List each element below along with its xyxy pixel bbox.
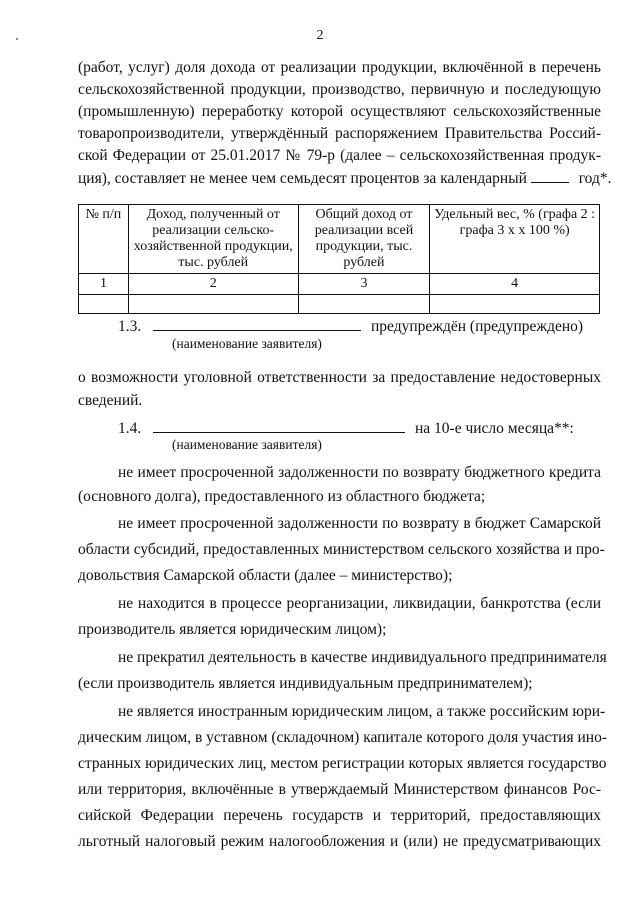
text-line: (промышленную) переработку которой осуществляют сельскохозяйственные <box>78 103 601 120</box>
text-line: не находится в процессе реорганизации, ликвидации, банкротства (если <box>118 595 601 612</box>
item-1-4 <box>118 418 574 439</box>
item-1-3 <box>118 316 583 337</box>
text-line: ской Федерации от 25.01.2017 № 79-р (далее – сельскохозяйственная продук- <box>78 147 601 164</box>
text-line: (работ, услуг) доля дохода от реализации продукции, включённой в перечень <box>78 59 601 76</box>
page-number: 2 <box>316 28 324 43</box>
field-caption: (наименование заявителя) <box>172 437 322 452</box>
header-cell-share: Удельный вес, % (графа 2 : графа 3 х х 100 %) <box>430 205 600 274</box>
text-line: о возможности уголовной ответственности за предоставление недостоверных <box>78 369 601 386</box>
text-line: не имеет просроченной задолженности по возврату в бюджет Самарской <box>118 515 601 532</box>
header-cell-farm-income: Доход, полученный от реализации сельско-хозяйственной продукции, тыс. рублей <box>128 205 298 274</box>
text-line: сведений. <box>78 392 143 409</box>
text-line: довольствия Самарской области (далее – министерство); <box>78 567 453 584</box>
text-line: (если производитель является индивидуальным предпринимателем); <box>78 675 533 692</box>
item-number: 1.4. <box>118 420 142 437</box>
text-line: или территория, включённые в утверждаемый Министерством финансов Рос- <box>78 781 601 798</box>
text-line: не имеет просроченной задолженности по возврату бюджетного кредита <box>118 464 601 481</box>
applicant-name-field[interactable] <box>153 418 405 433</box>
header-cell-total-income: Общий доход от реализации всей продукции, тыс. рублей <box>298 205 430 274</box>
table-cell: 1 <box>79 274 129 295</box>
item-text: на 10-е число месяца**: <box>415 420 574 437</box>
table-row-empty <box>79 295 600 314</box>
header-cell-number: № п/п <box>79 205 129 274</box>
text-line <box>78 168 611 189</box>
text-fragment: год*. <box>578 170 612 187</box>
year-blank-field[interactable] <box>531 168 569 183</box>
text-line: сельскохозяйственной продукции, производство, первичную и последующую <box>78 81 601 98</box>
text-line: (основного долга), предоставленного из областного бюджета; <box>78 488 486 505</box>
table-cell-empty[interactable] <box>430 295 600 314</box>
text-line: производитель является юридическим лицом); <box>78 621 387 638</box>
table-header-row <box>79 205 600 274</box>
table-cell: 3 <box>298 274 430 295</box>
table-cell: 4 <box>430 274 600 295</box>
text-line: дическим лицом, в уставном (складочном) капитале которого доля участия ино- <box>78 729 607 746</box>
item-text: предупреждён (предупреждено) <box>371 318 584 335</box>
text-line: области субсидий, предоставленных министерством сельского хозяйства и про- <box>78 541 605 558</box>
table-row-column-numbers <box>79 274 600 295</box>
table-cell-empty[interactable] <box>128 295 298 314</box>
text-line: не является иностранным юридическим лицом, а также российским юри- <box>118 703 606 720</box>
text-line: не прекратил деятельность в качестве индивидуального предпринимателя <box>118 649 607 666</box>
item-number: 1.3. <box>118 318 142 335</box>
applicant-name-field[interactable] <box>153 316 361 331</box>
table-cell-empty[interactable] <box>298 295 430 314</box>
text-line: товаропроизводители, утверждённый распоряжением Правительства Россий- <box>78 125 601 142</box>
text-fragment: ция), составляет не менее чем семьдесят процентов за календарный <box>78 170 527 187</box>
field-caption: (наименование заявителя) <box>172 336 322 351</box>
text-line: льготный налоговый режим налогообложения и (или) не предусматривающих <box>78 833 601 850</box>
income-share-table <box>78 204 600 314</box>
table-cell-empty[interactable] <box>79 295 129 314</box>
text-line: странных юридических лиц, местом регистрации которых является государство <box>78 755 607 772</box>
text-line: сийской Федерации перечень государств и территорий, предоставляющих <box>78 807 601 824</box>
table-cell: 2 <box>128 274 298 295</box>
